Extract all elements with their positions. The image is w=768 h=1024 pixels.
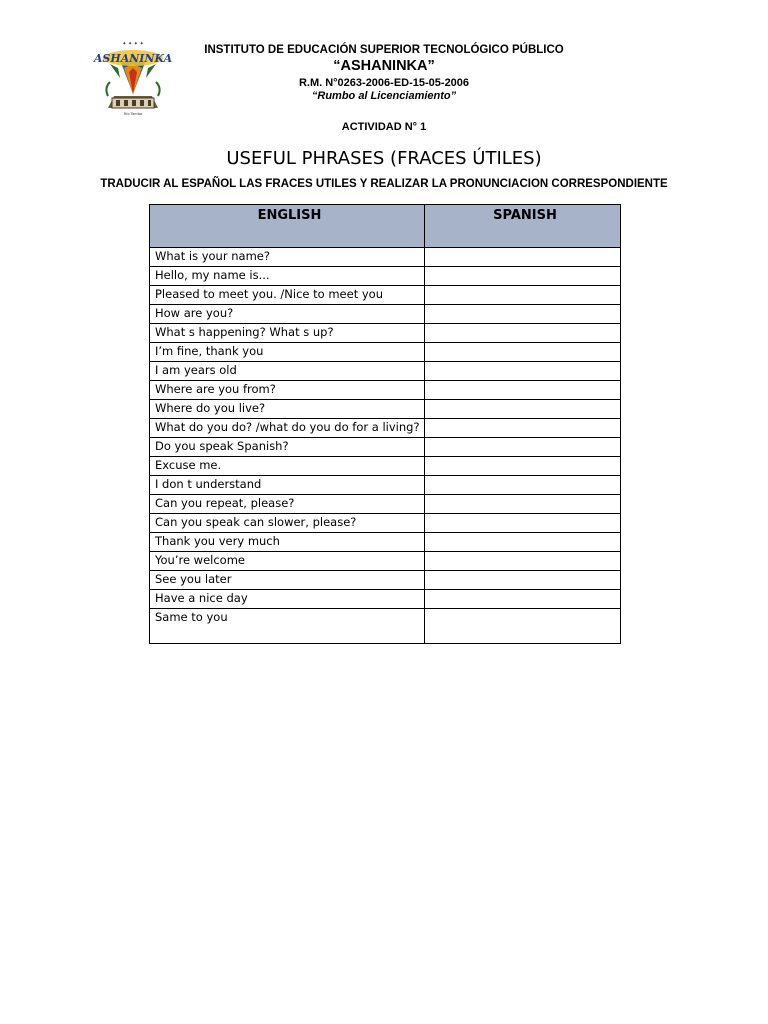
institution-motto: “Rumbo al Licenciamiento” — [311, 90, 457, 102]
english-phrase-cell: What do you do? /what do you do for a living? — [150, 419, 425, 438]
english-phrase-cell: What s happening? What s up? — [150, 324, 425, 343]
english-phrase-cell: Where do you live? — [150, 400, 425, 419]
institution-quoted-name: “ASHANINKA” — [333, 58, 435, 74]
english-phrase-cell: Same to you — [150, 609, 425, 644]
spanish-translation-cell[interactable] — [425, 248, 621, 267]
table-row — [150, 400, 621, 419]
english-phrase-cell: Thank you very much — [150, 533, 425, 552]
table-row — [150, 533, 621, 552]
resolution-number: R.M. N°0263-2006-ED-15-05-2006 — [298, 77, 470, 89]
spanish-translation-cell[interactable] — [425, 457, 621, 476]
spanish-translation-cell[interactable] — [425, 438, 621, 457]
svg-text:✦ ✦ ✦ ✦: ✦ ✦ ✦ ✦ — [122, 41, 144, 47]
spanish-translation-cell[interactable] — [425, 343, 621, 362]
english-phrase-cell: I am years old — [150, 362, 425, 381]
svg-text:Río Tambo: Río Tambo — [123, 112, 143, 116]
english-phrase-cell: Can you speak can slower, please? — [150, 514, 425, 533]
institution-name: INSTITUTO DE EDUCACIÓN SUPERIOR TECNOLÓGICO PÚBLICO — [204, 44, 564, 56]
english-phrase-cell: You’re welcome — [150, 552, 425, 571]
table-row — [150, 438, 621, 457]
english-phrase-cell: Where are you from? — [150, 381, 425, 400]
table-row — [150, 362, 621, 381]
english-phrase-cell: Hello, my name is... — [150, 267, 425, 286]
english-phrase-cell: I don t understand — [150, 476, 425, 495]
table-row — [150, 609, 621, 644]
page-title: USEFUL PHRASES (FRACES ÚTILES) — [226, 148, 542, 169]
english-phrase-cell: How are you? — [150, 305, 425, 324]
table-row — [150, 552, 621, 571]
table-row — [150, 419, 621, 438]
table-row — [150, 305, 621, 324]
table-row — [150, 457, 621, 476]
table-row — [150, 324, 621, 343]
spanish-translation-cell[interactable] — [425, 609, 621, 644]
english-phrase-cell: Excuse me. — [150, 457, 425, 476]
table-row — [150, 286, 621, 305]
spanish-translation-cell[interactable] — [425, 552, 621, 571]
table-row — [150, 476, 621, 495]
table-header-row — [150, 205, 621, 248]
table-row — [150, 590, 621, 609]
spanish-translation-cell[interactable] — [425, 362, 621, 381]
spanish-translation-cell[interactable] — [425, 590, 621, 609]
table-row — [150, 381, 621, 400]
spanish-translation-cell[interactable] — [425, 381, 621, 400]
spanish-translation-cell[interactable] — [425, 305, 621, 324]
english-phrase-cell: See you later — [150, 571, 425, 590]
english-phrase-cell: Have a nice day — [150, 590, 425, 609]
spanish-translation-cell[interactable] — [425, 419, 621, 438]
spanish-translation-cell[interactable] — [425, 267, 621, 286]
spanish-translation-cell[interactable] — [425, 400, 621, 419]
instruction-text: TRADUCIR AL ESPAÑOL LAS FRACES UTILES Y REALIZAR LA PRONUNCIACION CORRESPONDIENTE — [100, 178, 668, 190]
svg-text:ASHANINKA: ASHANINKA — [93, 52, 173, 65]
spanish-translation-cell[interactable] — [425, 476, 621, 495]
english-phrase-cell: What is your name? — [150, 248, 425, 267]
table-row — [150, 514, 621, 533]
phrases-table — [149, 204, 621, 644]
english-phrase-cell: Pleased to meet you. /Nice to meet you — [150, 286, 425, 305]
english-phrase-cell: Can you repeat, please? — [150, 495, 425, 514]
table-row — [150, 267, 621, 286]
spanish-translation-cell[interactable] — [425, 324, 621, 343]
english-phrase-cell: Do you speak Spanish? — [150, 438, 425, 457]
table-row — [150, 571, 621, 590]
english-phrase-cell: I’m fine, thank you — [150, 343, 425, 362]
activity-label: ACTIVIDAD N° 1 — [341, 121, 427, 133]
spanish-translation-cell[interactable] — [425, 514, 621, 533]
table-row — [150, 495, 621, 514]
spanish-translation-cell[interactable] — [425, 571, 621, 590]
table-row — [150, 248, 621, 267]
table-row — [150, 343, 621, 362]
spanish-column-header: SPANISH — [425, 205, 621, 248]
spanish-translation-cell[interactable] — [425, 495, 621, 514]
spanish-translation-cell[interactable] — [425, 286, 621, 305]
english-column-header: ENGLISH — [150, 205, 425, 248]
spanish-translation-cell[interactable] — [425, 533, 621, 552]
